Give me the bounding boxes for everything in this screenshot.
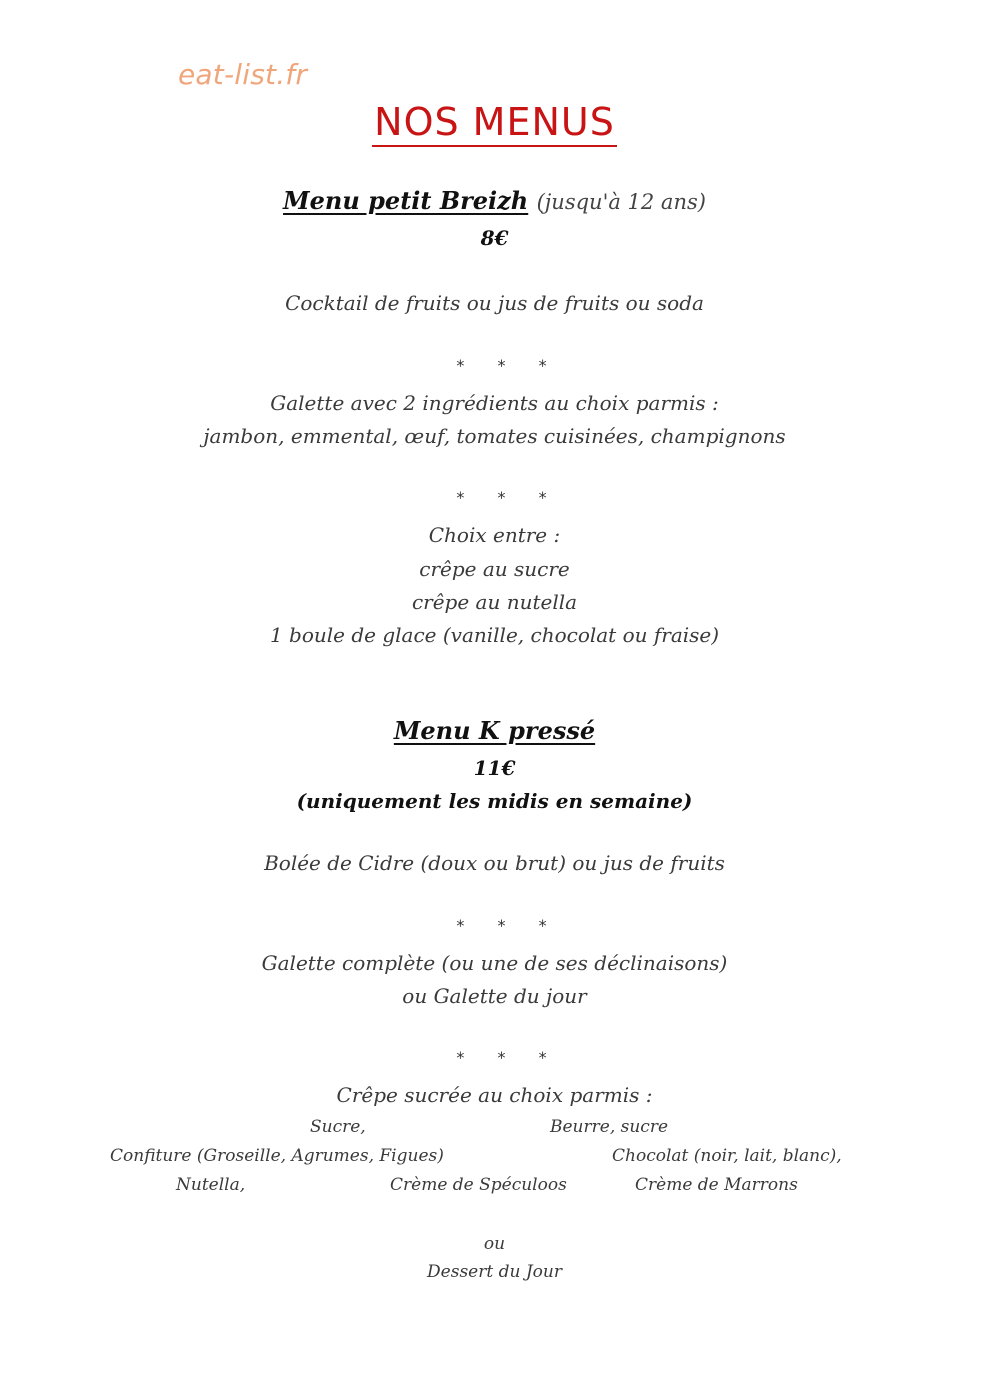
separator-2: * * * xyxy=(456,488,561,507)
menu-k-presse-name: Menu K pressé xyxy=(393,716,596,745)
separator-3: * * * xyxy=(456,916,561,935)
menu-k-presse-drink: Bolée de Cidre (doux ou brut) ou jus de fruits xyxy=(264,851,725,875)
menu-petit-breizh-dessert-option: crêpe au nutella xyxy=(411,590,578,614)
dessert-du-jour: Dessert du Jour xyxy=(427,1262,562,1282)
menu-petit-breizh-dessert-intro: Choix entre : xyxy=(428,523,561,547)
filling-marrons: Crème de Marrons xyxy=(635,1175,798,1195)
menu-petit-breizh-drink: Cocktail de fruits ou jus de fruits ou soda xyxy=(285,291,704,315)
menu-petit-breizh-heading xyxy=(0,186,989,215)
filling-nutella: Nutella, xyxy=(176,1175,246,1195)
menu-petit-breizh-dessert-option: 1 boule de glace (vanille, chocolat ou fraise) xyxy=(269,623,720,647)
separator-4: * * * xyxy=(456,1048,561,1067)
menu-k-presse-dessert-intro: Crêpe sucrée au choix parmis : xyxy=(336,1083,653,1107)
menu-k-presse-condition: (uniquement les midis en semaine) xyxy=(296,789,693,813)
filling-sucre: Sucre, xyxy=(310,1117,366,1137)
page-title-text: NOS MENUS xyxy=(372,100,617,147)
filling-beurre-sucre: Beurre, sucre xyxy=(550,1117,669,1137)
menu-petit-breizh-main-line1: Galette avec 2 ingrédients au choix parmis : xyxy=(270,391,719,415)
watermark-eat-list: eat-list.fr xyxy=(178,58,308,91)
menu-k-presse-heading xyxy=(0,716,989,745)
filling-confiture: Confiture (Groseille, Agrumes, Figues) xyxy=(110,1146,444,1166)
menu-petit-breizh-name: Menu petit Breizh xyxy=(283,186,529,215)
menu-k-presse-price: 11€ xyxy=(473,756,516,780)
menu-k-presse-main-line1: Galette complète (ou une de ses déclinaisons) xyxy=(261,951,728,975)
page-title xyxy=(0,100,989,144)
or-label: ou xyxy=(483,1234,506,1254)
menu-k-presse-main-line2: ou Galette du jour xyxy=(402,984,587,1008)
menu-petit-breizh-main-line2: jambon, emmental, œuf, tomates cuisinées, champignons xyxy=(203,424,786,448)
filling-chocolat: Chocolat (noir, lait, blanc), xyxy=(612,1146,842,1166)
separator-1: * * * xyxy=(456,356,561,375)
filling-speculoos: Crème de Spéculoos xyxy=(390,1175,567,1195)
menu-petit-breizh-age-note: (jusqu'à 12 ans) xyxy=(536,190,706,214)
menu-petit-breizh-price: 8€ xyxy=(480,226,509,250)
menu-petit-breizh-dessert-option: crêpe au sucre xyxy=(419,557,570,581)
